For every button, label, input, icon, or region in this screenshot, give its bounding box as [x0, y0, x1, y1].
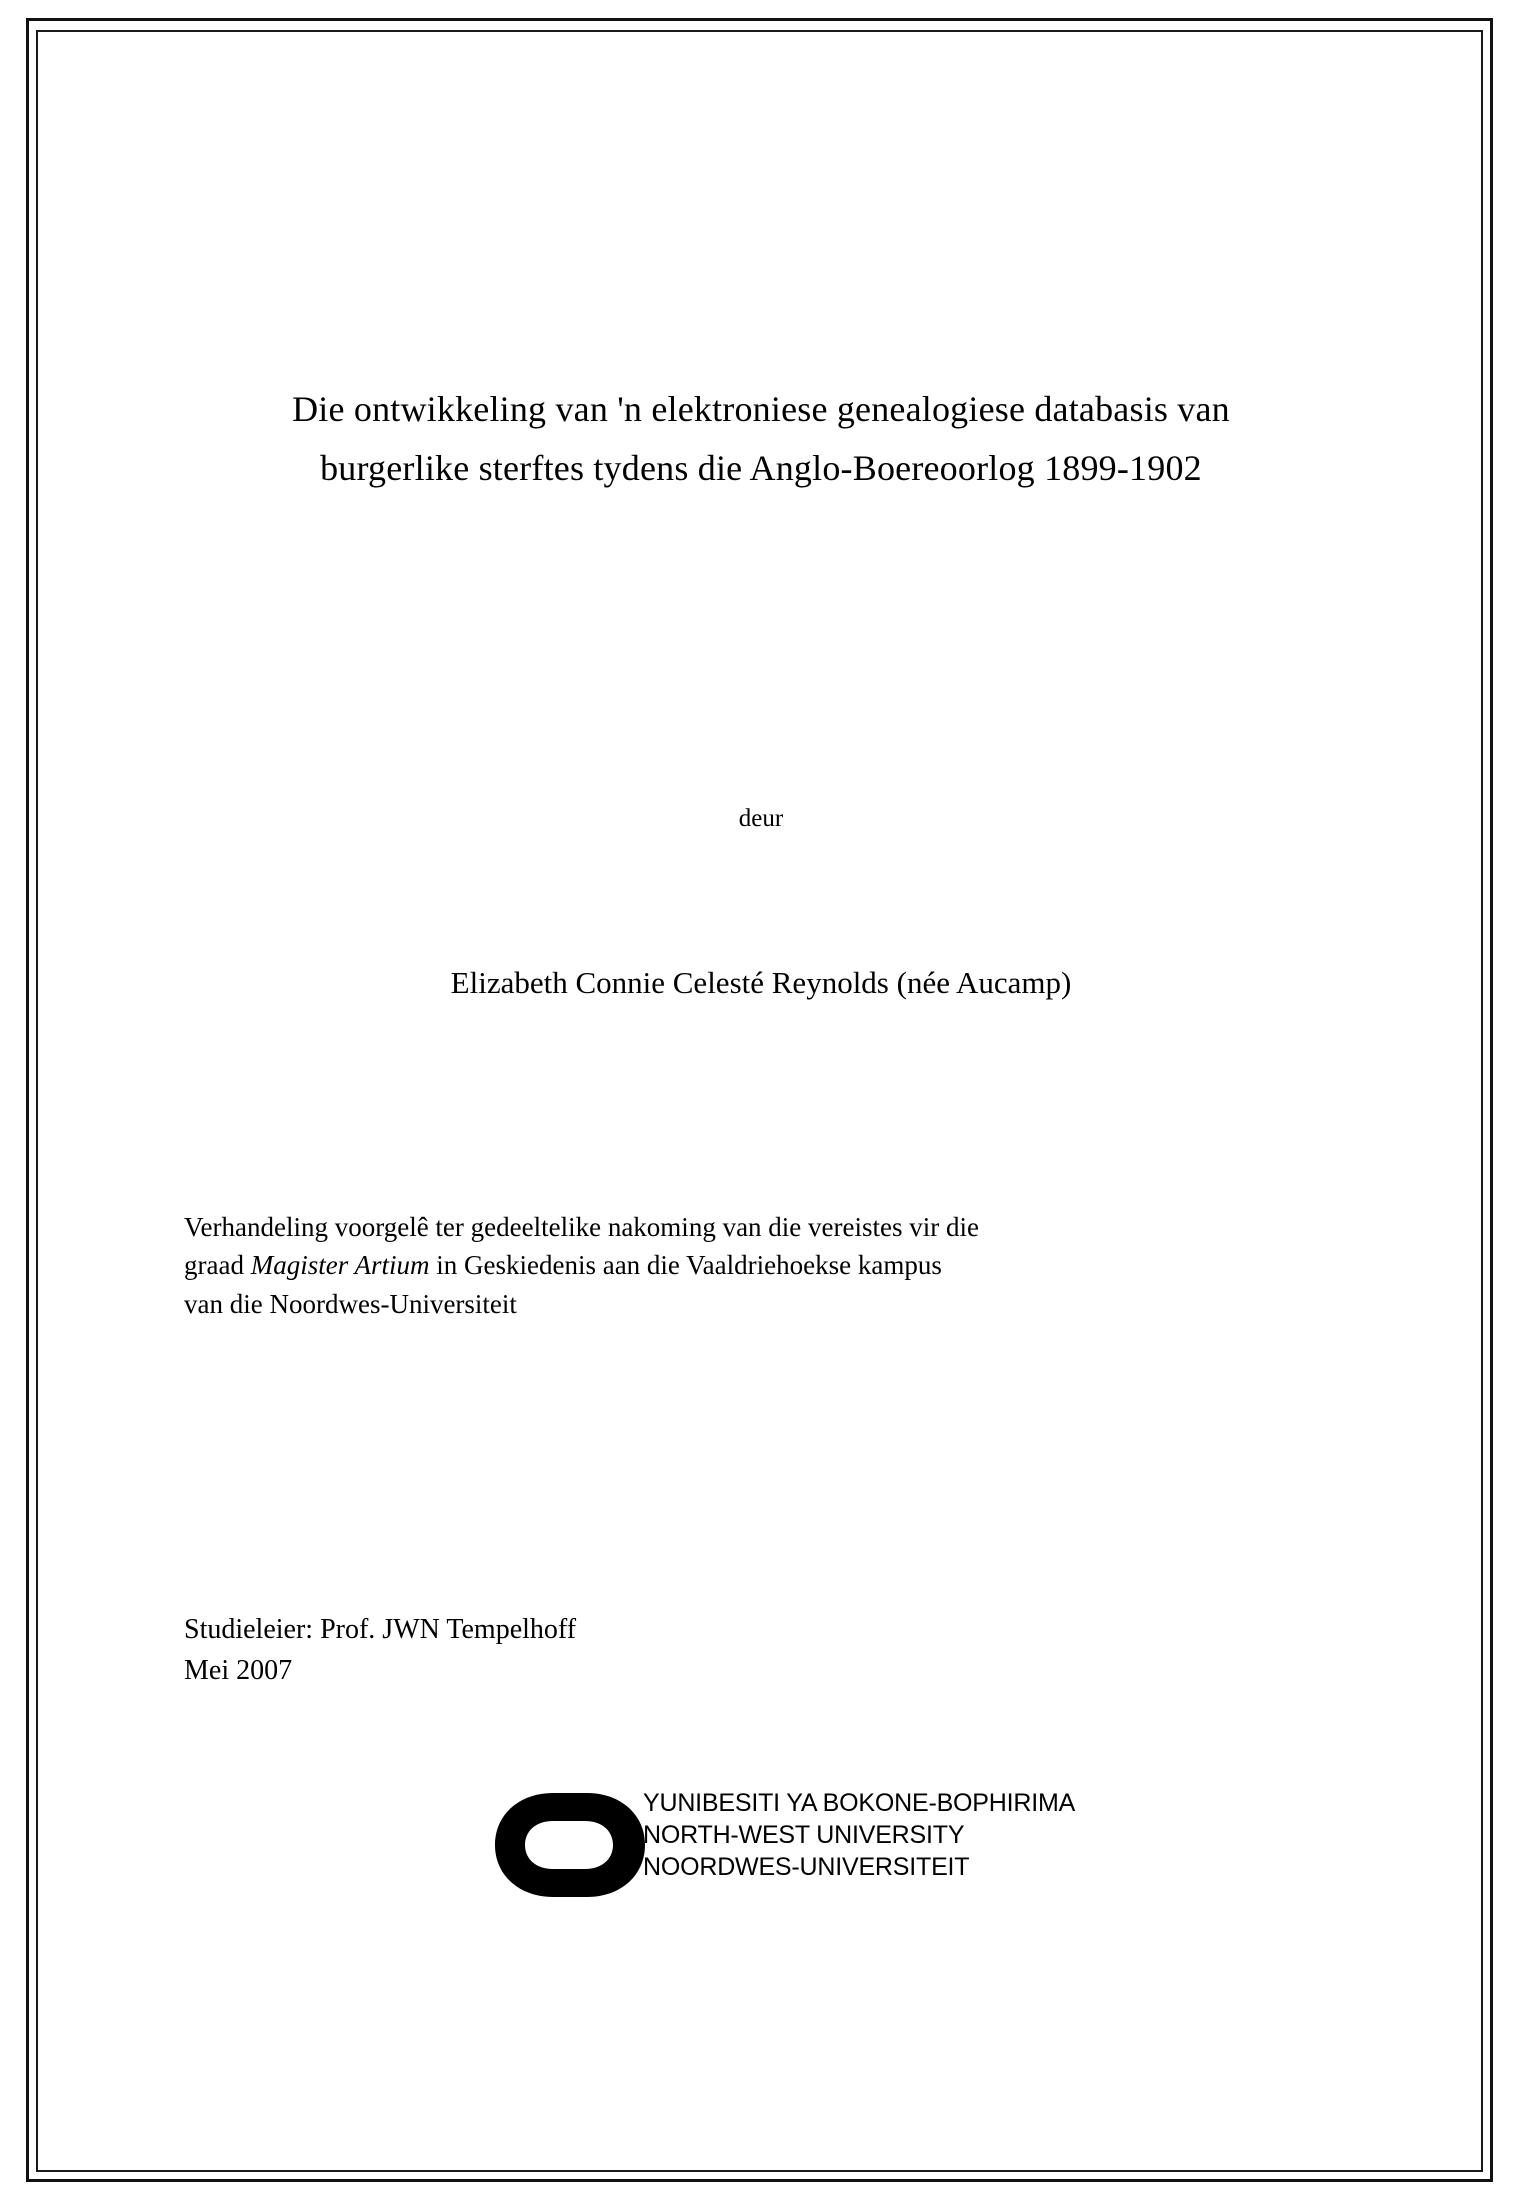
degree-statement: [184, 1208, 1304, 1323]
degree-statement-line-2-post: in Geskiedenis aan die Vaaldriehoekse kampus: [429, 1250, 942, 1281]
logo-text-line-2: NORTH-WEST UNIVERSITY: [643, 1821, 965, 1849]
supervisor-block: [184, 1610, 1084, 1691]
degree-statement-line-1: Verhandeling voorgelê ter gedeeltelike nakoming van die vereistes vir die: [184, 1212, 979, 1242]
north-west-university-logo-icon: [481, 1789, 661, 1901]
date-line: Mei 2007: [184, 1654, 293, 1686]
logo-text-line-1: YUNIBESITI YA BOKONE-BOPHIRIMA: [643, 1789, 1076, 1817]
university-logo: [481, 1785, 1101, 1915]
title-line-2: burgerlike sterftes tydens die Anglo-Boereoorlog 1899-1902: [320, 448, 1202, 489]
degree-name: Magister Artium: [250, 1250, 430, 1281]
page-title: [146, 380, 1376, 499]
degree-statement-line-2: [184, 1246, 1304, 1284]
author-name: Elizabeth Connie Celesté Reynolds (née Aucamp): [450, 965, 1072, 1000]
page-content: [36, 30, 1483, 2172]
supervisor-line: Studieleier: Prof. JWN Tempelhoff: [184, 1614, 577, 1645]
title-line-1: Die ontwikkeling van 'n elektroniese genealogiese databasis van: [292, 389, 1230, 429]
degree-statement-line-3: van die Noordwes-Universiteit: [184, 1288, 517, 1319]
university-logo-text: [643, 1787, 1075, 1883]
by-label: deur: [738, 805, 784, 832]
logo-text-line-3: NOORDWES-UNIVERSITEIT: [643, 1853, 970, 1881]
degree-statement-line-2-pre: graad: [184, 1250, 251, 1281]
